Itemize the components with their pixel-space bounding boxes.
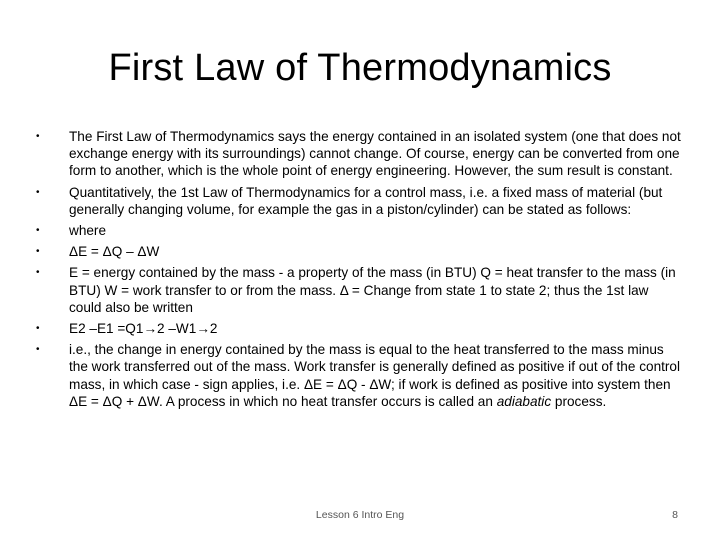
bullet-text-segment: process. [551,393,607,409]
bullet-icon: • [36,225,40,237]
bullet-icon: • [36,267,40,279]
bullet-text [69,320,682,337]
bullet-item [36,184,682,218]
page-number: 8 [672,509,678,521]
bullet-text [69,341,682,410]
bullet-item [36,320,682,337]
bullet-text-segment: where [69,223,107,239]
bullet-text-segment: Quantitatively, the 1st Law of Thermodynamics for a control mass, i.e. a fixed mass of material (but generally changing volume, for example the gas in a piston/cylinder) can be stated as follows: [69,184,663,217]
bullet-text [69,264,682,316]
emphasis-term: adiabatic [496,393,552,409]
bullet-text [69,243,682,260]
bullet-text-segment: i.e., the change in energy contained by the mass is equal to the heat transferred to the mass minus the work transferred out of the mass. Work transfer is generally defined as positive if out of the control mass, in which case - sign applies, i.e. ΔE = ΔQ - ΔW; if work is defined as positive into system then ΔE = ΔQ + ΔW. A process in which no heat transfer occurs is called an [69,342,681,409]
bullet-list [36,128,682,414]
slide-title: First Law of Thermodynamics [108,47,612,89]
bullet-text-segment: E2 –E1 =Q1→2 –W1→2 [69,321,218,337]
footer-label: Lesson 6 Intro Eng [315,509,405,521]
bullet-text-segment: ΔE = ΔQ – ΔW [69,244,160,260]
bullet-text-segment: The First Law of Thermodynamics says the energy contained in an isolated system (one that does not exchange energy with its surroundings) cannot change. Of course, energy can be converted from one form to another, which is the whole point of energy engineering. However, the sum result is constant. [69,129,681,179]
bullet-text [69,222,682,239]
bullet-item [36,128,682,180]
bullet-icon: • [36,246,40,258]
bullet-text-segment: E = energy contained by the mass - a property of the mass (in BTU) Q = heat transfer to the mass (in BTU) W = work transfer to or from the mass. Δ = Change from state 1 to state 2; thus the 1st law could also be written [69,265,676,315]
bullet-text [69,184,682,218]
bullet-icon: • [36,323,40,335]
bullet-item [36,243,682,260]
bullet-icon: • [36,186,40,198]
bullet-item [36,264,682,316]
bullet-item [36,222,682,239]
bullet-item [36,341,682,410]
bullet-icon: • [36,131,40,142]
bullet-icon: • [36,344,40,356]
bullet-text [69,128,682,180]
